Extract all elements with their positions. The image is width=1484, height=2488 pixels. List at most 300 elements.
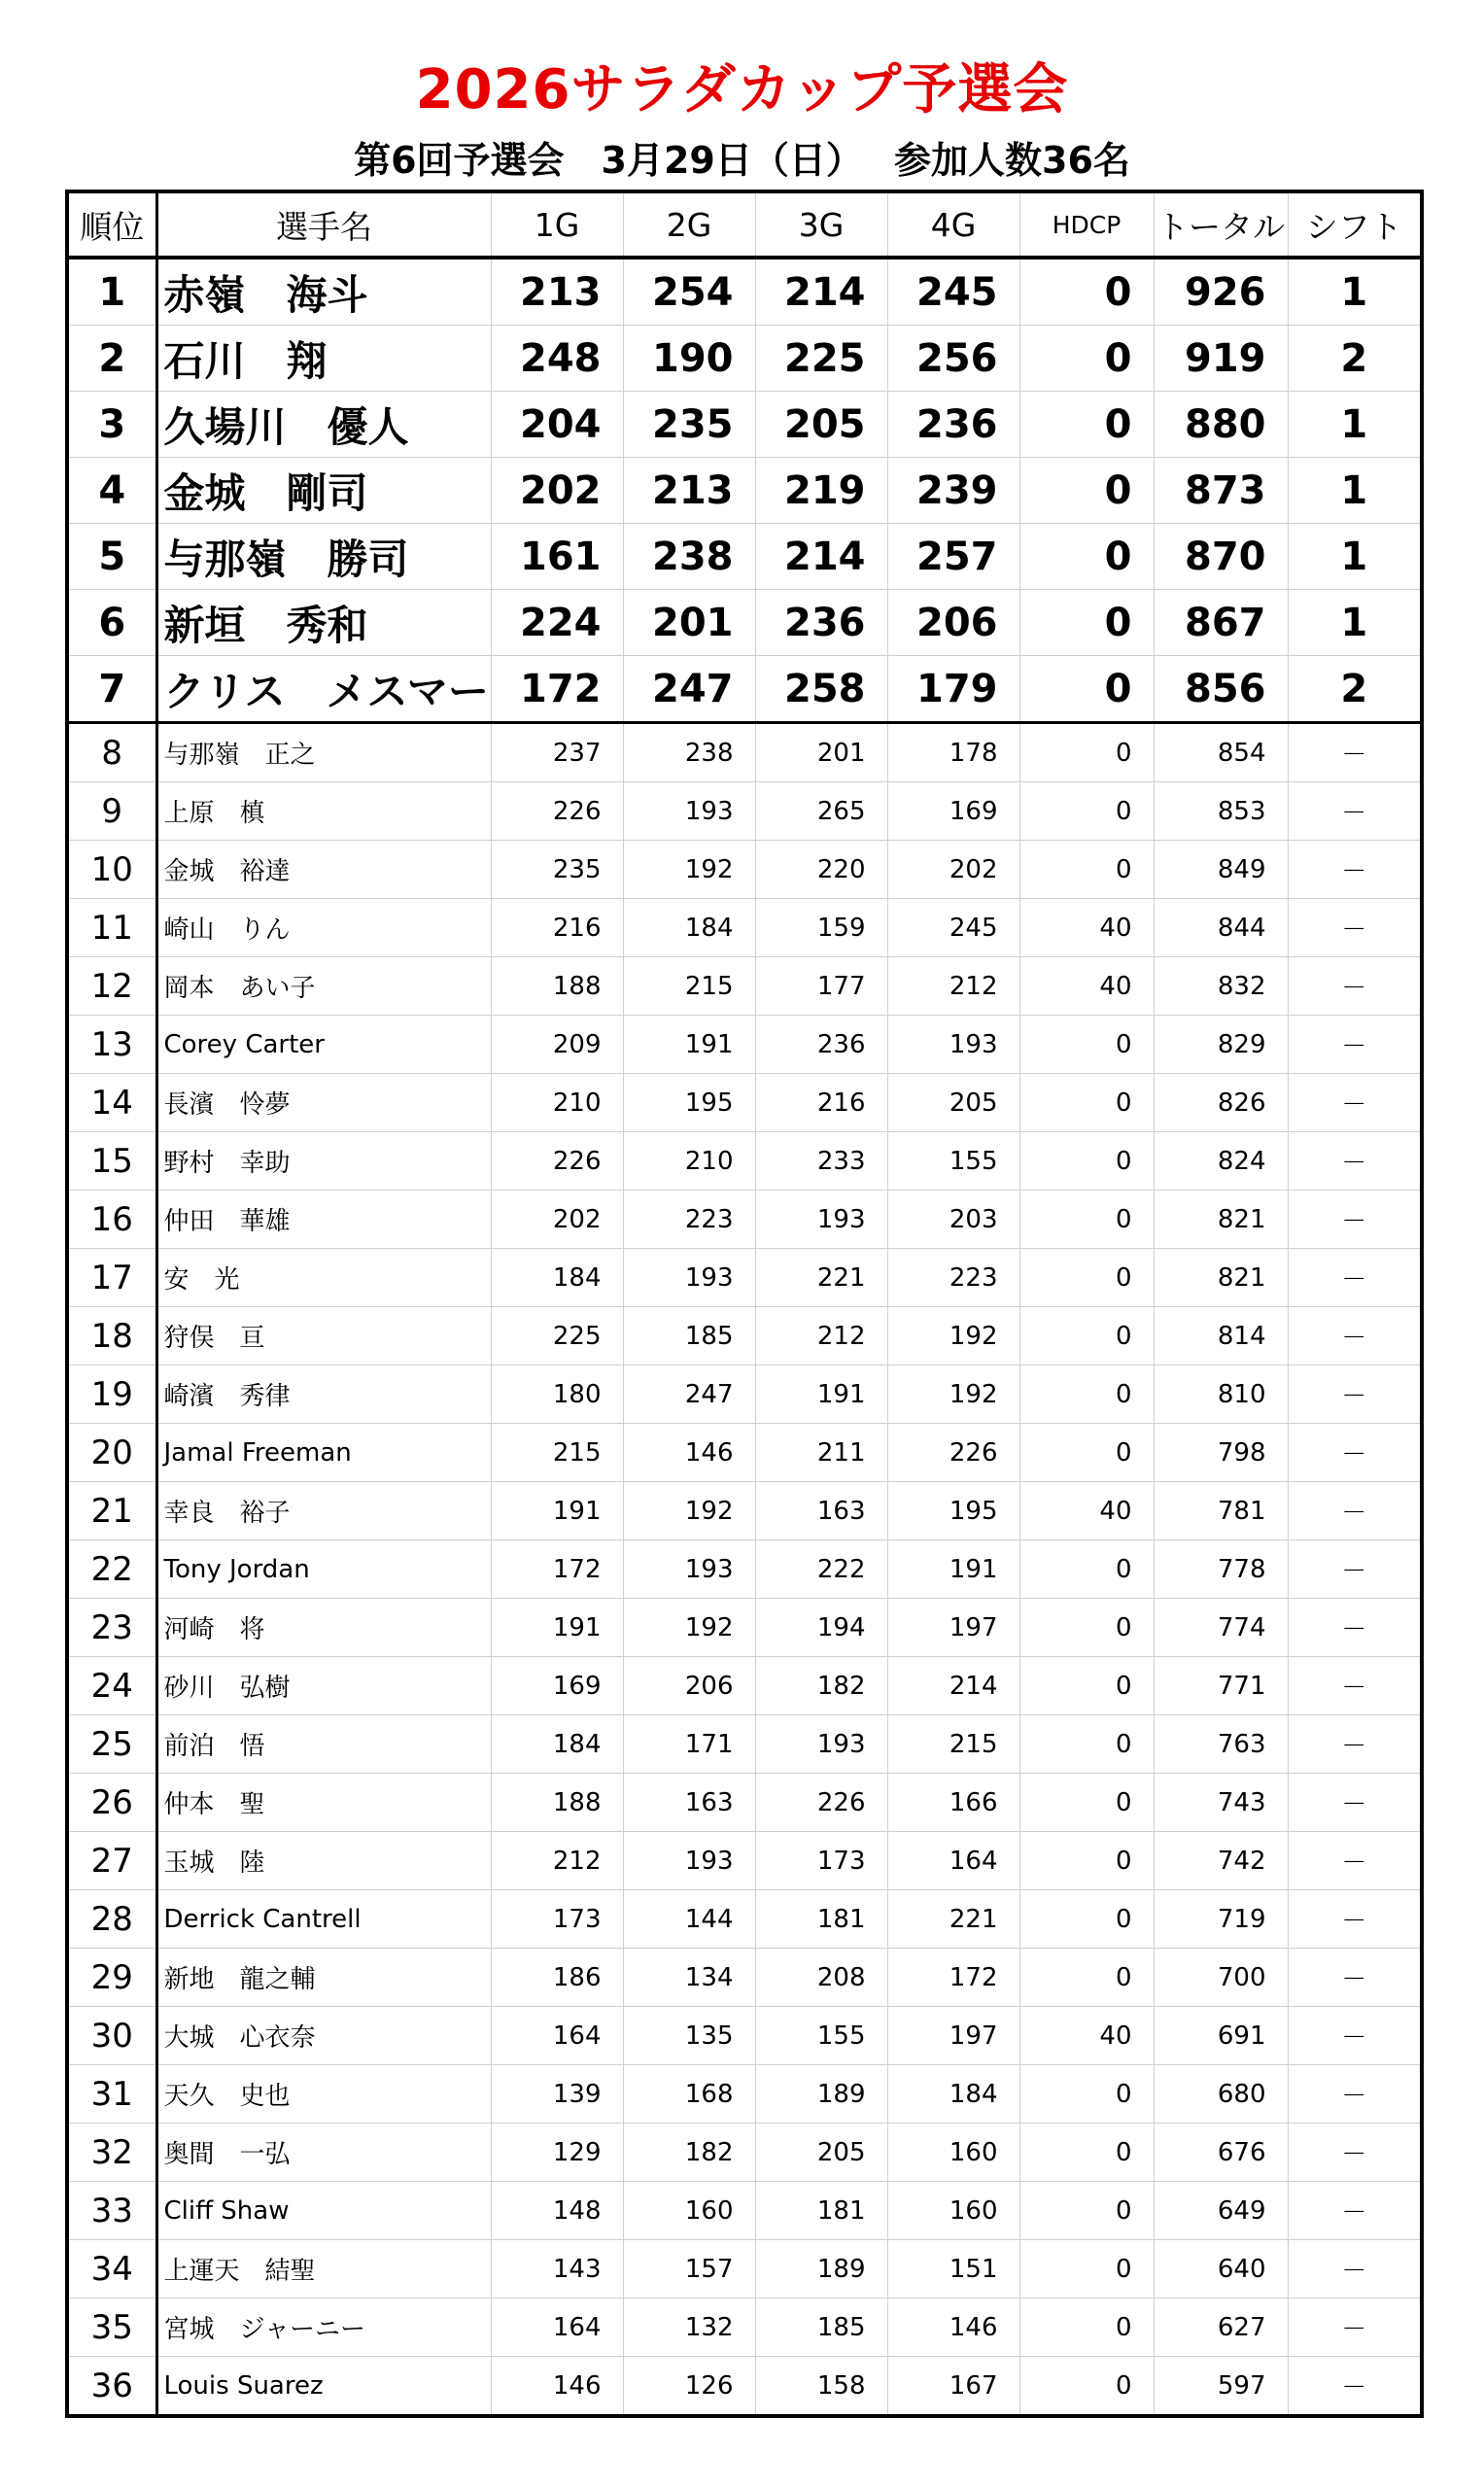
- player-name-cell: Louis Suarez: [156, 2357, 491, 2417]
- game-3-cell: 216: [755, 1074, 887, 1132]
- shift-cell: －: [1288, 1191, 1422, 1249]
- player-name-cell: 崎濱 秀律: [156, 1365, 491, 1424]
- hdcp-cell: 0: [1019, 841, 1154, 899]
- rank-cell: 1: [67, 258, 156, 326]
- game-4-cell: 212: [887, 957, 1019, 1016]
- game-2-cell: 191: [623, 1016, 755, 1074]
- page-subtitle: 第6回予選会 3月29日（日） 参加人数36名: [354, 139, 1130, 182]
- game-3-cell: 220: [755, 841, 887, 899]
- game-4-cell: 160: [887, 2124, 1019, 2182]
- shift-cell: 1: [1288, 258, 1422, 326]
- rank-cell: 31: [67, 2065, 156, 2124]
- shift-cell: 1: [1288, 392, 1422, 458]
- hdcp-cell: 0: [1019, 1249, 1154, 1307]
- game-1-cell: 216: [491, 899, 623, 957]
- table-row: [67, 1890, 1422, 1949]
- rank-cell: 7: [67, 656, 156, 723]
- rank-cell: 14: [67, 1074, 156, 1132]
- shift-cell: －: [1288, 1832, 1422, 1890]
- hdcp-cell: 0: [1019, 326, 1154, 392]
- total-cell: 880: [1154, 392, 1288, 458]
- table-row: [67, 2124, 1422, 2182]
- player-name-cell: 砂川 弘樹: [156, 1657, 491, 1715]
- total-cell: 640: [1154, 2240, 1288, 2298]
- shift-cell: －: [1288, 2065, 1422, 2124]
- table-row: [67, 1191, 1422, 1249]
- game-1-cell: 161: [491, 524, 623, 590]
- player-name-cell: 金城 剛司: [156, 458, 491, 524]
- total-cell: 856: [1154, 656, 1288, 723]
- player-name-cell: 金城 裕達: [156, 841, 491, 899]
- game-2-cell: 215: [623, 957, 755, 1016]
- hdcp-cell: 0: [1019, 2065, 1154, 2124]
- table-row: [67, 782, 1422, 841]
- total-cell: 873: [1154, 458, 1288, 524]
- game-3-cell: 265: [755, 782, 887, 841]
- total-cell: 771: [1154, 1657, 1288, 1715]
- game-1-cell: 209: [491, 1016, 623, 1074]
- game-4-cell: 239: [887, 458, 1019, 524]
- game-4-cell: 203: [887, 1191, 1019, 1249]
- game-1-cell: 173: [491, 1890, 623, 1949]
- header-row: [67, 191, 1422, 258]
- game-3-cell: 173: [755, 1832, 887, 1890]
- game-1-cell: 139: [491, 2065, 623, 2124]
- table-row: [67, 1657, 1422, 1715]
- total-cell: 774: [1154, 1599, 1288, 1657]
- game-4-cell: 236: [887, 392, 1019, 458]
- total-cell: 719: [1154, 1890, 1288, 1949]
- player-name-cell: 野村 幸助: [156, 1132, 491, 1191]
- game-2-cell: 238: [623, 524, 755, 590]
- rank-cell: 35: [67, 2298, 156, 2357]
- game-2-cell: 135: [623, 2007, 755, 2065]
- hdcp-cell: 0: [1019, 1949, 1154, 2007]
- total-cell: 829: [1154, 1016, 1288, 1074]
- game-4-cell: 160: [887, 2182, 1019, 2240]
- game-2-cell: 134: [623, 1949, 755, 2007]
- total-cell: 742: [1154, 1832, 1288, 1890]
- player-name-cell: 久場川 優人: [156, 392, 491, 458]
- hdcp-cell: 0: [1019, 1540, 1154, 1599]
- rank-cell: 29: [67, 1949, 156, 2007]
- game-2-cell: 193: [623, 1832, 755, 1890]
- hdcp-cell: 0: [1019, 458, 1154, 524]
- table-row: [67, 2298, 1422, 2357]
- rank-cell: 3: [67, 392, 156, 458]
- game-4-cell: 197: [887, 2007, 1019, 2065]
- total-cell: 680: [1154, 2065, 1288, 2124]
- rank-cell: 2: [67, 326, 156, 392]
- game-4-cell: 214: [887, 1657, 1019, 1715]
- rank-cell: 15: [67, 1132, 156, 1191]
- player-name-cell: 新地 龍之輔: [156, 1949, 491, 2007]
- game-4-cell: 223: [887, 1249, 1019, 1307]
- game-1-cell: 202: [491, 1191, 623, 1249]
- hdcp-cell: 0: [1019, 524, 1154, 590]
- table-row: [67, 326, 1422, 392]
- game-4-cell: 167: [887, 2357, 1019, 2417]
- game-1-cell: 210: [491, 1074, 623, 1132]
- game-1-cell: 191: [491, 1482, 623, 1540]
- hdcp-cell: 40: [1019, 1482, 1154, 1540]
- game-1-cell: 202: [491, 458, 623, 524]
- rank-cell: 5: [67, 524, 156, 590]
- player-name-cell: 仲田 華雄: [156, 1191, 491, 1249]
- player-name-cell: 奥間 一弘: [156, 2124, 491, 2182]
- total-cell: 798: [1154, 1424, 1288, 1482]
- game-3-cell: 189: [755, 2240, 887, 2298]
- game-1-cell: 226: [491, 782, 623, 841]
- game-4-cell: 215: [887, 1715, 1019, 1774]
- game-3-cell: 233: [755, 1132, 887, 1191]
- shift-cell: －: [1288, 1016, 1422, 1074]
- table-row: [67, 656, 1422, 723]
- rank-cell: 36: [67, 2357, 156, 2417]
- player-name-cell: 幸良 裕子: [156, 1482, 491, 1540]
- game-3-cell: 193: [755, 1715, 887, 1774]
- game-2-cell: 195: [623, 1074, 755, 1132]
- shift-cell: －: [1288, 1599, 1422, 1657]
- game-2-cell: 171: [623, 1715, 755, 1774]
- game-3-cell: 212: [755, 1307, 887, 1365]
- total-cell: 781: [1154, 1482, 1288, 1540]
- total-cell: 926: [1154, 258, 1288, 326]
- table-row: [67, 2182, 1422, 2240]
- table-row: [67, 1074, 1422, 1132]
- total-cell: 826: [1154, 1074, 1288, 1132]
- game-4-cell: 245: [887, 899, 1019, 957]
- total-cell: 778: [1154, 1540, 1288, 1599]
- hdcp-cell: 0: [1019, 1715, 1154, 1774]
- rank-cell: 12: [67, 957, 156, 1016]
- player-name-cell: Derrick Cantrell: [156, 1890, 491, 1949]
- game-3-cell: 177: [755, 957, 887, 1016]
- table-row: [67, 2240, 1422, 2298]
- shift-cell: －: [1288, 1540, 1422, 1599]
- game-4-cell: 257: [887, 524, 1019, 590]
- game-3-cell: 225: [755, 326, 887, 392]
- rank-cell: 13: [67, 1016, 156, 1074]
- game-2-cell: 146: [623, 1424, 755, 1482]
- table-row: [67, 590, 1422, 656]
- player-name-cell: Tony Jordan: [156, 1540, 491, 1599]
- rank-cell: 4: [67, 458, 156, 524]
- table-row: [67, 458, 1422, 524]
- total-cell: 824: [1154, 1132, 1288, 1191]
- hdcp-cell: 0: [1019, 2240, 1154, 2298]
- game-3-cell: 208: [755, 1949, 887, 2007]
- hdcp-cell: 0: [1019, 1599, 1154, 1657]
- game-1-cell: 204: [491, 392, 623, 458]
- rank-cell: 6: [67, 590, 156, 656]
- shift-cell: －: [1288, 1715, 1422, 1774]
- rank-cell: 19: [67, 1365, 156, 1424]
- game-3-cell: 214: [755, 258, 887, 326]
- table-row: [67, 392, 1422, 458]
- table-row: [67, 1132, 1422, 1191]
- game-3-cell: 214: [755, 524, 887, 590]
- hdcp-cell: 0: [1019, 392, 1154, 458]
- table-row: [67, 1424, 1422, 1482]
- shift-cell: －: [1288, 2298, 1422, 2357]
- hdcp-cell: 0: [1019, 1774, 1154, 1832]
- total-cell: 919: [1154, 326, 1288, 392]
- player-name-cell: 崎山 りん: [156, 899, 491, 957]
- game-2-cell: 206: [623, 1657, 755, 1715]
- game-4-cell: 193: [887, 1016, 1019, 1074]
- shift-cell: －: [1288, 1890, 1422, 1949]
- player-name-cell: 長濱 怜夢: [156, 1074, 491, 1132]
- hdcp-cell: 0: [1019, 1016, 1154, 1074]
- game-1-cell: 143: [491, 2240, 623, 2298]
- game-4-cell: 155: [887, 1132, 1019, 1191]
- total-cell: 853: [1154, 782, 1288, 841]
- shift-cell: 2: [1288, 326, 1422, 392]
- total-cell: 849: [1154, 841, 1288, 899]
- total-cell: 867: [1154, 590, 1288, 656]
- table-row: [67, 1832, 1422, 1890]
- total-cell: 844: [1154, 899, 1288, 957]
- shift-cell: －: [1288, 1424, 1422, 1482]
- shift-cell: －: [1288, 1074, 1422, 1132]
- game-4-cell: 169: [887, 782, 1019, 841]
- game-3-cell: 181: [755, 2182, 887, 2240]
- game-1-cell: 164: [491, 2007, 623, 2065]
- table-row: [67, 899, 1422, 957]
- hdcp-cell: 40: [1019, 2007, 1154, 2065]
- hdcp-cell: 0: [1019, 1365, 1154, 1424]
- game-2-cell: 126: [623, 2357, 755, 2417]
- game-4-cell: 192: [887, 1365, 1019, 1424]
- game-4-cell: 202: [887, 841, 1019, 899]
- rank-cell: 32: [67, 2124, 156, 2182]
- game-2-cell: 160: [623, 2182, 755, 2240]
- game-4-cell: 192: [887, 1307, 1019, 1365]
- game-3-cell: 155: [755, 2007, 887, 2065]
- player-name-cell: 前泊 悟: [156, 1715, 491, 1774]
- game-2-cell: 247: [623, 1365, 755, 1424]
- game-3-cell: 159: [755, 899, 887, 957]
- total-cell: 691: [1154, 2007, 1288, 2065]
- game-3-cell: 194: [755, 1599, 887, 1657]
- table-row: [67, 1599, 1422, 1657]
- hdcp-cell: 0: [1019, 1074, 1154, 1132]
- game-3-cell: 221: [755, 1249, 887, 1307]
- total-cell: 821: [1154, 1249, 1288, 1307]
- game-2-cell: 184: [623, 899, 755, 957]
- player-name-cell: 岡本 あい子: [156, 957, 491, 1016]
- hdcp-cell: 0: [1019, 590, 1154, 656]
- header-rank: 順位: [67, 191, 156, 258]
- game-1-cell: 191: [491, 1599, 623, 1657]
- rank-cell: 17: [67, 1249, 156, 1307]
- game-2-cell: 193: [623, 1540, 755, 1599]
- game-4-cell: 146: [887, 2298, 1019, 2357]
- shift-cell: －: [1288, 1482, 1422, 1540]
- table-row: [67, 1482, 1422, 1540]
- game-3-cell: 236: [755, 1016, 887, 1074]
- game-3-cell: 222: [755, 1540, 887, 1599]
- shift-cell: －: [1288, 2124, 1422, 2182]
- total-cell: 870: [1154, 524, 1288, 590]
- player-name-cell: 赤嶺 海斗: [156, 258, 491, 326]
- shift-cell: －: [1288, 1132, 1422, 1191]
- game-2-cell: 193: [623, 1249, 755, 1307]
- player-name-cell: 安 光: [156, 1249, 491, 1307]
- rank-cell: 8: [67, 723, 156, 782]
- rank-cell: 30: [67, 2007, 156, 2065]
- game-1-cell: 237: [491, 723, 623, 782]
- game-1-cell: 172: [491, 1540, 623, 1599]
- player-name-cell: 上運天 結聖: [156, 2240, 491, 2298]
- game-4-cell: 191: [887, 1540, 1019, 1599]
- total-cell: 814: [1154, 1307, 1288, 1365]
- table-row: [67, 2007, 1422, 2065]
- game-4-cell: 197: [887, 1599, 1019, 1657]
- game-3-cell: 182: [755, 1657, 887, 1715]
- total-cell: 854: [1154, 723, 1288, 782]
- table-row: [67, 1016, 1422, 1074]
- game-3-cell: 205: [755, 392, 887, 458]
- game-1-cell: 226: [491, 1132, 623, 1191]
- header-game-3: 3G: [755, 191, 887, 258]
- player-name-cell: 河崎 将: [156, 1599, 491, 1657]
- total-cell: 743: [1154, 1774, 1288, 1832]
- table-row: [67, 1249, 1422, 1307]
- game-4-cell: 195: [887, 1482, 1019, 1540]
- player-name-cell: 玉城 陸: [156, 1832, 491, 1890]
- game-4-cell: 178: [887, 723, 1019, 782]
- game-3-cell: 211: [755, 1424, 887, 1482]
- rank-cell: 34: [67, 2240, 156, 2298]
- header-game-1: 1G: [491, 191, 623, 258]
- game-4-cell: 172: [887, 1949, 1019, 2007]
- game-1-cell: 146: [491, 2357, 623, 2417]
- rank-cell: 28: [67, 1890, 156, 1949]
- hdcp-cell: 0: [1019, 2124, 1154, 2182]
- game-3-cell: 236: [755, 590, 887, 656]
- game-1-cell: 184: [491, 1715, 623, 1774]
- total-cell: 821: [1154, 1191, 1288, 1249]
- shift-cell: －: [1288, 1949, 1422, 2007]
- shift-cell: 1: [1288, 590, 1422, 656]
- game-1-cell: 215: [491, 1424, 623, 1482]
- game-2-cell: 163: [623, 1774, 755, 1832]
- game-1-cell: 224: [491, 590, 623, 656]
- shift-cell: －: [1288, 2182, 1422, 2240]
- player-name-cell: 狩俣 亘: [156, 1307, 491, 1365]
- game-2-cell: 210: [623, 1132, 755, 1191]
- game-4-cell: 164: [887, 1832, 1019, 1890]
- game-1-cell: 180: [491, 1365, 623, 1424]
- game-3-cell: 163: [755, 1482, 887, 1540]
- player-name-cell: 与那嶺 正之: [156, 723, 491, 782]
- rank-cell: 16: [67, 1191, 156, 1249]
- game-3-cell: 158: [755, 2357, 887, 2417]
- game-3-cell: 205: [755, 2124, 887, 2182]
- header-player-name: 選手名: [156, 191, 491, 258]
- hdcp-cell: 0: [1019, 1657, 1154, 1715]
- hdcp-cell: 0: [1019, 1890, 1154, 1949]
- game-1-cell: 184: [491, 1249, 623, 1307]
- game-2-cell: 247: [623, 656, 755, 723]
- game-2-cell: 201: [623, 590, 755, 656]
- game-2-cell: 168: [623, 2065, 755, 2124]
- total-cell: 810: [1154, 1365, 1288, 1424]
- rank-cell: 26: [67, 1774, 156, 1832]
- game-2-cell: 185: [623, 1307, 755, 1365]
- game-4-cell: 151: [887, 2240, 1019, 2298]
- rank-cell: 25: [67, 1715, 156, 1774]
- game-3-cell: 185: [755, 2298, 887, 2357]
- table-row: [67, 1307, 1422, 1365]
- shift-cell: －: [1288, 899, 1422, 957]
- hdcp-cell: 0: [1019, 1191, 1154, 1249]
- shift-cell: －: [1288, 957, 1422, 1016]
- hdcp-cell: 0: [1019, 1132, 1154, 1191]
- shift-cell: －: [1288, 1365, 1422, 1424]
- table-row: [67, 1715, 1422, 1774]
- game-2-cell: 238: [623, 723, 755, 782]
- player-name-cell: 石川 翔: [156, 326, 491, 392]
- rank-cell: 33: [67, 2182, 156, 2240]
- shift-cell: －: [1288, 841, 1422, 899]
- shift-cell: －: [1288, 1774, 1422, 1832]
- total-cell: 700: [1154, 1949, 1288, 2007]
- game-2-cell: 192: [623, 1482, 755, 1540]
- hdcp-cell: 0: [1019, 1307, 1154, 1365]
- hdcp-cell: 0: [1019, 1424, 1154, 1482]
- game-1-cell: 169: [491, 1657, 623, 1715]
- total-cell: 627: [1154, 2298, 1288, 2357]
- total-cell: 597: [1154, 2357, 1288, 2417]
- header-hdcp: HDCP: [1019, 191, 1154, 258]
- table-row: [67, 524, 1422, 590]
- game-4-cell: 226: [887, 1424, 1019, 1482]
- rank-cell: 27: [67, 1832, 156, 1890]
- game-2-cell: 157: [623, 2240, 755, 2298]
- game-1-cell: 248: [491, 326, 623, 392]
- player-name-cell: 仲本 聖: [156, 1774, 491, 1832]
- game-3-cell: 181: [755, 1890, 887, 1949]
- player-name-cell: クリス メスマー: [156, 656, 491, 723]
- rank-cell: 21: [67, 1482, 156, 1540]
- hdcp-cell: 0: [1019, 2298, 1154, 2357]
- player-name-cell: 大城 心衣奈: [156, 2007, 491, 2065]
- game-1-cell: 235: [491, 841, 623, 899]
- game-4-cell: 184: [887, 2065, 1019, 2124]
- table-row: [67, 2065, 1422, 2124]
- game-3-cell: 191: [755, 1365, 887, 1424]
- total-cell: 763: [1154, 1715, 1288, 1774]
- table-body: [67, 258, 1422, 2416]
- game-4-cell: 166: [887, 1774, 1019, 1832]
- hdcp-cell: 0: [1019, 782, 1154, 841]
- game-3-cell: 193: [755, 1191, 887, 1249]
- rank-cell: 20: [67, 1424, 156, 1482]
- hdcp-cell: 0: [1019, 723, 1154, 782]
- game-1-cell: 186: [491, 1949, 623, 2007]
- game-2-cell: 235: [623, 392, 755, 458]
- shift-cell: －: [1288, 1249, 1422, 1307]
- shift-cell: －: [1288, 1307, 1422, 1365]
- hdcp-cell: 0: [1019, 2182, 1154, 2240]
- total-cell: 676: [1154, 2124, 1288, 2182]
- game-2-cell: 193: [623, 782, 755, 841]
- game-1-cell: 212: [491, 1832, 623, 1890]
- game-2-cell: 254: [623, 258, 755, 326]
